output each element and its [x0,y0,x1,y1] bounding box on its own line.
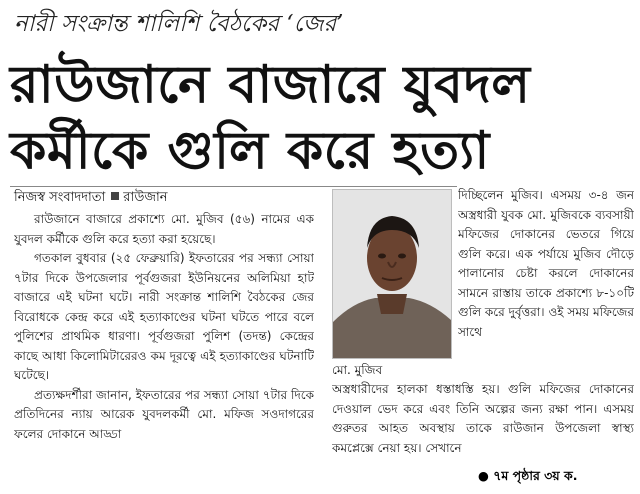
article-body-right-column-bottom [332,380,634,460]
body-paragraph: প্রত্যক্ষদর্শীরা জানান, ইফতারের পর সন্ধ্যা সোয়া ৭টার দিকে প্রতিদিনের ন্যায় আরেক যুবদলকর্মী মো. মফিজ সওদাগরের ফলের দোকানে আড্ডা [14,387,314,441]
body-paragraph: গতকাল বুধবার (২৫ ফেব্রুয়ারি) ইফতারের পর সন্ধ্যা সোয়া ৭টার দিকে উপজেলার পূর্বগুজরা ইউনিয়নের অলিমিয়া হাট বাজারে এই ঘটনা ঘটে। নারী সংক্রান্ত শালিশি বৈঠকের জের বিরোধকে কেন্দ্র করে এই হত্যাকাণ্ডের ঘটনা ঘটতে পারে বলে পুলিশের প্রাথমিক ধারণা। পূর্বগুজরা পুলিশ (তদন্ত) কেন্দ্রের কাছে আধা কিলোমিটারেরও কম দূরত্বে এই হত্যাকাণ্ডের ঘটনাটি ঘটেছে। [14,251,314,382]
body-paragraph: দিচ্ছিলেন মুজিব। এসময় ৩-৪ জন অস্ত্রধারী যুবক মো. মুজিবকে ব্যবসায়ী মফিজের দোকানের ভেতরে গিয়ে গুলি করে। এক পর্যায়ে মুজিব দৌড়ে পালানোর চেষ্টা করলে দোকানের সামনে রাস্তায় তাকে প্রকাশ্যে ৮-১০টি গুলি করে দুর্বৃত্তরা। ওই সময় মফিজের সাথে [458,188,634,339]
square-bullet-icon [111,192,119,200]
continuation-note: ● ৭ম পৃষ্ঠার ৩য় ক. [478,468,578,483]
article-body-right-column-top [458,186,634,380]
continuation-text: ৭ম পৃষ্ঠার ৩য় ক. [493,468,578,483]
headline-line-2: কর্মীকে গুলি করে হত্যা [10,121,490,181]
portrait-photo [332,189,452,359]
photo-caption: মো. মুজিব [332,363,383,377]
body-paragraph: অস্ত্রধারীদের হালকা ধস্তাধস্তি হয়। গুলি মফিজের দোকানের দেওয়াল ভেদ করে এবং তিনি অল্পের জন্য রক্ষা পান। এসময় গুরুতর আহত অবস্থায় তাকে রাউজান উপজেলা স্বাস্থ্য কমপ্লেক্সে নেয়া হয়। সেখানে [332,382,634,455]
article-headline [10,52,570,184]
kicker-headline: নারী সংক্রান্ত শালিশি বৈঠকের ‘জের’ [14,11,344,37]
portrait-illustration [333,190,451,358]
article-body-left-column [14,210,314,492]
byline-location: রাউজান [123,190,168,205]
byline-reporter: নিজস্ব সংবাদদাতা [14,190,106,205]
body-paragraph: রাউজানে বাজারে প্রকাশ্যে মো. মুজিব (৫৬) নামের এক যুবদল কর্মীকে গুলি করে হত্যা করা হয়েছে। [14,212,314,246]
headline-line-1: রাউজানে বাজারে যুবদল [10,55,531,115]
